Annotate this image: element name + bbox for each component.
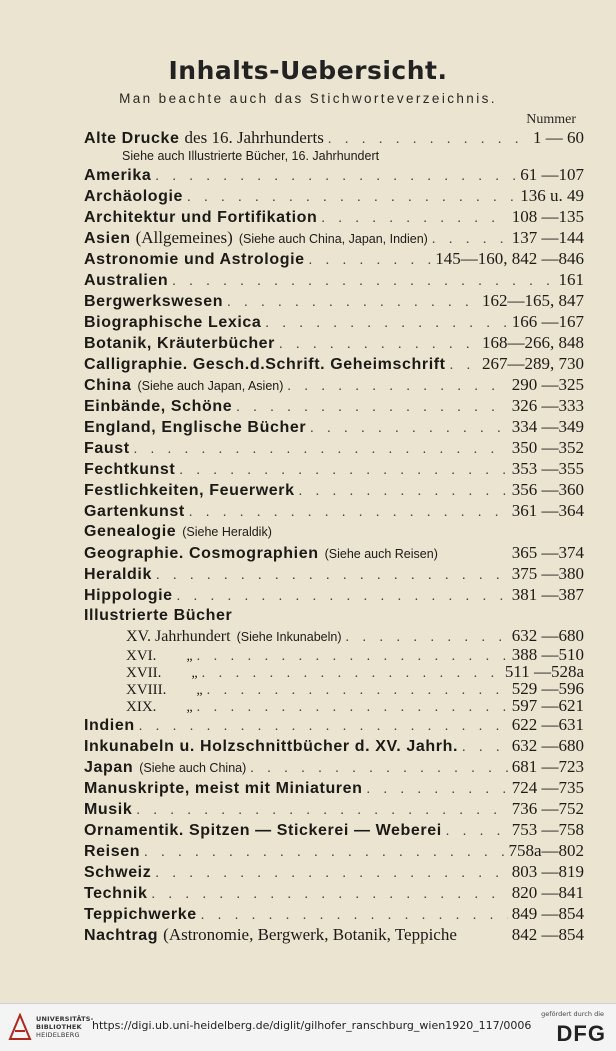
entry-number: 290 —325 [511, 375, 584, 394]
toc-subentry [84, 646, 584, 663]
entry-number: 161 [558, 270, 584, 289]
entry-number: 361 —364 [511, 501, 584, 520]
toc-entry [84, 840, 584, 861]
entry-aside: (Siehe auch China) [139, 761, 247, 775]
ditto-mark: „ [186, 649, 193, 664]
entry-text: (Allgemeines) [135, 228, 233, 247]
entry-keyword: Archäologie [84, 188, 184, 205]
leader-dots [179, 460, 507, 481]
toc-entry [84, 458, 584, 479]
toc-entry [84, 437, 584, 458]
permalink-url[interactable]: https://digi.ub.uni-heidelberg.de/diglit/gilhofer_ranschburg_wien1920_117/0006 [92, 1019, 532, 1032]
toc-entry [84, 714, 584, 735]
entry-keyword: Botanik, Kräuterbücher [84, 335, 276, 352]
entry-keyword: Fechtkunst [84, 461, 176, 478]
leader-dots [462, 737, 508, 758]
entry-number: 388 —510 [511, 645, 584, 664]
entry-number: 353 —355 [511, 459, 584, 478]
leader-dots [136, 800, 507, 821]
toc-entry [84, 735, 584, 756]
toc-entry [84, 164, 584, 185]
page-title: Inhalts-Uebersicht. [168, 56, 448, 85]
leader-dots [134, 439, 508, 460]
subentry-aside: (Siehe Inkunabeln) [236, 630, 342, 644]
entry-number: 326 —333 [511, 396, 584, 415]
entry-keyword: Astronomie und Astrologie [84, 251, 305, 268]
library-logo-text: UNIVERSITÄTS- BIBLIOTHEK HEIDELBERG [36, 1015, 94, 1039]
entry-number: 334 —349 [511, 417, 584, 436]
entry-keyword: China [84, 377, 132, 394]
toc-subentry [84, 680, 584, 697]
leader-dots [227, 292, 478, 313]
entry-number: 597 —621 [511, 696, 584, 715]
entry-keyword: Hippologie [84, 587, 173, 604]
toc-entry [84, 903, 584, 924]
entry-number: 632 —680 [511, 626, 584, 645]
entry-keyword: Illustrierte Bücher [84, 607, 233, 624]
leader-dots [299, 481, 508, 502]
toc-entry [84, 185, 584, 206]
leader-dots [156, 565, 508, 586]
entry-keyword: Biographische Lexica [84, 314, 262, 331]
leader-dots [187, 187, 516, 208]
entry-number: 803 —819 [511, 862, 584, 881]
entry-keyword: Nachtrag [84, 927, 159, 944]
toc-entry [84, 924, 584, 945]
toc-entry [84, 798, 584, 819]
leader-dots [446, 821, 508, 842]
entry-number: 758a—802 [508, 841, 584, 860]
leader-dots [172, 271, 554, 292]
entry-number: 365 —374 [511, 543, 584, 562]
entry-keyword: Musik [84, 801, 133, 818]
toc-entry [84, 584, 584, 605]
entry-number: 381 —387 [511, 585, 584, 604]
entry-keyword: Genealogie [84, 523, 177, 540]
viewer-footer [0, 1003, 616, 1051]
entry-number: 529 —596 [511, 679, 584, 698]
leader-dots [177, 586, 508, 607]
entry-keyword: Amerika [84, 167, 152, 184]
entry-number: 168—266, 848 [482, 333, 584, 352]
entry-number: 736 —752 [511, 799, 584, 818]
leader-dots [250, 758, 507, 779]
leader-dots [432, 229, 508, 250]
leader-dots [287, 376, 507, 397]
toc-entry [84, 353, 584, 374]
toc-entry [84, 374, 584, 395]
entry-number: 622 —631 [511, 715, 584, 734]
leader-dots [346, 628, 508, 648]
toc-entry [84, 248, 584, 269]
dfg-logo: DFG [556, 1021, 606, 1046]
subentry-label: XVIII. [126, 682, 167, 698]
toc-note: Siehe auch Illustrierte Bücher, 16. Jahrhundert [122, 149, 380, 163]
entry-keyword: Schweiz [84, 864, 152, 881]
entry-number: 1 — 60 [533, 128, 584, 147]
subentry-label: XVII. [126, 665, 162, 681]
funding-caption: gefördert durch die [541, 1010, 604, 1018]
subentry-label: XIX. [126, 699, 157, 715]
toc-subentry [84, 626, 584, 646]
entry-number: 166 —167 [511, 312, 584, 331]
entry-text: des 16. Jahrhunderts [184, 128, 324, 147]
leader-dots [279, 334, 478, 355]
toc-entry [84, 563, 584, 584]
toc-entry [84, 542, 584, 563]
entry-keyword: Inkunabeln u. Holzschnittbücher d. XV. Jahrh. [84, 738, 459, 755]
toc-entry [84, 206, 584, 227]
leader-dots [144, 842, 504, 863]
toc-entry [84, 416, 584, 437]
entry-number: 849 —854 [511, 904, 584, 923]
entry-keyword: Einbände, Schöne [84, 398, 233, 415]
ditto-mark: „ [191, 666, 198, 681]
subentry-label: XVI. [126, 648, 157, 664]
entry-keyword: Architektur und Fortifikation [84, 209, 318, 226]
entry-number: 61 —107 [520, 165, 584, 184]
leader-dots [139, 716, 508, 737]
toc-entry [84, 311, 584, 332]
leader-dots [310, 418, 508, 439]
leader-dots [151, 884, 507, 905]
entry-number: 145—160, 842 —846 [435, 249, 584, 268]
entry-aside: (Siehe Heraldik) [182, 525, 272, 539]
table-of-contents [84, 127, 584, 945]
subentry-label: XV. Jahrhundert [126, 628, 231, 645]
entry-keyword: Calligraphie. Gesch.d.Schrift. Geheimschrift [84, 356, 446, 373]
toc-entry [84, 269, 584, 290]
toc-entry [84, 227, 584, 248]
leader-dots [367, 779, 508, 800]
entry-keyword: Asien [84, 230, 131, 247]
leader-dots [450, 355, 478, 376]
entry-keyword: Festlichkeiten, Feuerwerk [84, 482, 295, 499]
entry-number: 820 —841 [511, 883, 584, 902]
leader-dots [265, 313, 507, 334]
entry-number: 267—289, 730 [482, 354, 584, 373]
toc-entry [84, 521, 584, 542]
toc-entry [84, 605, 584, 626]
entry-keyword: Alte Drucke [84, 130, 180, 147]
entry-aside: (Siehe auch Japan, Asien) [137, 379, 284, 393]
leader-dots [328, 129, 529, 150]
entry-number: 350 —352 [511, 438, 584, 457]
leader-dots [321, 208, 507, 229]
toc-entry [84, 861, 584, 882]
toc-entry [84, 777, 584, 798]
entry-number: 137 —144 [511, 228, 584, 247]
entry-number: 162—165, 847 [482, 291, 584, 310]
leader-dots [155, 863, 507, 884]
entry-keyword: Geographie. Cosmographien [84, 545, 319, 562]
entry-text: (Astronomie, Bergwerk, Botanik, Teppiche [163, 925, 457, 944]
entry-keyword: Teppichwerke [84, 906, 197, 923]
entry-number: 681 —723 [511, 757, 584, 776]
toc-subentry [84, 697, 584, 714]
toc-entry [84, 395, 584, 416]
entry-number: 511 —528a [504, 662, 584, 681]
entry-keyword: Ornamentik. Spitzen — Stickerei — Weberei [84, 822, 442, 839]
leader-dots [309, 250, 432, 271]
entry-number: 375 —380 [511, 564, 584, 583]
leader-dots [189, 502, 508, 523]
entry-keyword: Bergwerkswesen [84, 293, 224, 310]
entry-keyword: Gartenkunst [84, 503, 185, 520]
entry-keyword: England, Englische Bücher [84, 419, 307, 436]
entry-number: 108 —135 [511, 207, 584, 226]
entry-keyword: Reisen [84, 843, 141, 860]
entry-number: 356 —360 [511, 480, 584, 499]
toc-entry [84, 290, 584, 311]
entry-number: 136 u. 49 [520, 186, 584, 205]
ditto-mark: „ [196, 683, 203, 698]
page-subtitle: Man beachte auch das Stichworteverzeichnis. [119, 91, 497, 106]
toc-entry [84, 332, 584, 353]
entry-keyword: Indien [84, 717, 135, 734]
toc-entry [84, 819, 584, 840]
toc-entry [84, 500, 584, 521]
entry-number: 724 —735 [511, 778, 584, 797]
entry-aside: (Siehe auch Reisen) [324, 547, 438, 561]
entry-keyword: Faust [84, 440, 130, 457]
ditto-mark: „ [186, 700, 193, 715]
toc-entry [84, 127, 584, 148]
entry-keyword: Japan [84, 759, 134, 776]
entry-keyword: Heraldik [84, 566, 152, 583]
entry-number: 842 —854 [511, 925, 584, 944]
entry-keyword: Manuskripte, meist mit Miniaturen [84, 780, 363, 797]
toc-entry [84, 756, 584, 777]
leader-dots [236, 397, 507, 418]
university-crest-icon [8, 1013, 32, 1041]
toc-entry [84, 882, 584, 903]
entry-number: 632 —680 [511, 736, 584, 755]
leader-dots [155, 166, 516, 187]
entry-keyword: Australien [84, 272, 169, 289]
toc-subentry [84, 663, 584, 680]
toc-entry [84, 479, 584, 500]
entry-number: 753 —758 [511, 820, 584, 839]
leader-dots [201, 905, 508, 926]
entry-aside: (Siehe auch China, Japan, Indien) [238, 232, 428, 246]
column-header: Nummer [526, 112, 576, 127]
entry-keyword: Technik [84, 885, 148, 902]
